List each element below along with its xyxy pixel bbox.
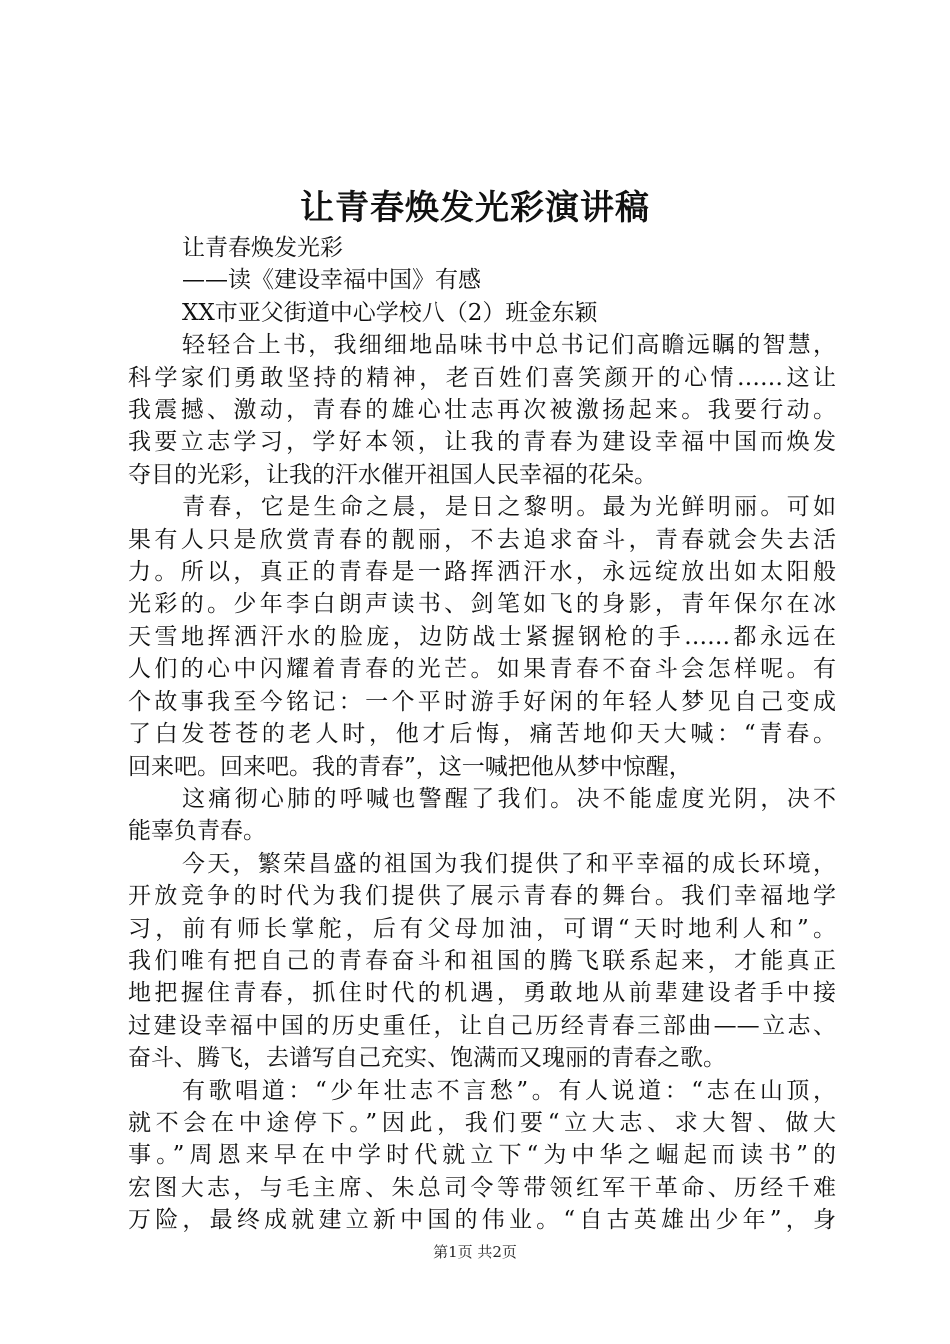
- body-line: 科学家们勇敢坚持的精神，老百姓们喜笑颜开的心情……这让: [128, 364, 836, 391]
- body-line: 光彩的。少年李白朗声读书、剑笔如飞的身影，青年保尔在冰: [128, 591, 836, 618]
- body-line: 青春，它是生命之晨，是日之黎明。最为光鲜明丽。可如: [182, 494, 836, 521]
- body-line: 个故事我至今铭记：一个平时游手好闲的年轻人梦见自己变成: [128, 688, 836, 715]
- body-line: 果有人只是欣赏青春的靓丽，不去追求奋斗，青春就会失去活: [128, 526, 836, 553]
- page-footer: 第1页 共2页: [433, 1243, 517, 1261]
- body-line: 能辜负青春。: [128, 818, 266, 845]
- body-line: 习，前有师长掌舵，后有父母加油，可谓“天时地利人和”。: [128, 915, 836, 942]
- body-line: 万险，最终成就建立新中国的伟业。“自古英雄出少年”，身: [128, 1207, 836, 1234]
- body-line: 有歌唱道：“少年壮志不言愁”。有人说道：“志在山顶，: [182, 1077, 836, 1104]
- body-line: 我们唯有把自己的青春奋斗和祖国的腾飞联系起来，才能真正: [128, 947, 836, 974]
- document-body: [128, 232, 836, 1237]
- body-line: 今天，繁荣昌盛的祖国为我们提供了和平幸福的成长环境，: [182, 850, 836, 877]
- body-line: 让青春焕发光彩: [182, 235, 343, 261]
- body-line: 事。”周恩来早在中学时代就立下“为中华之崛起而读书”的: [128, 1142, 836, 1169]
- body-line: 人们的心中闪耀着青春的光芒。如果青春不奋斗会怎样呢。有: [128, 656, 836, 683]
- body-line: 宏图大志，与毛主席、朱总司令等带领红军干革命、历经千难: [128, 1174, 836, 1201]
- body-line: XX市亚父街道中心学校八（2）班金东颖: [182, 299, 598, 326]
- body-line: 力。所以，真正的青春是一路挥洒汗水，永远绽放出如太阳般: [128, 559, 836, 586]
- body-line: ——读《建设幸福中国》有感: [182, 267, 481, 294]
- body-line: 这痛彻心肺的呼喊也警醒了我们。决不能虚度光阴，决不: [182, 785, 836, 812]
- body-line: 轻轻合上书，我细细地品味书中总书记们高瞻远瞩的智慧，: [182, 332, 836, 359]
- body-line: 奋斗、腾飞，去谱写自己充实、饱满而又瑰丽的青春之歌。: [128, 1045, 726, 1072]
- body-line: 天雪地挥洒汗水的脸庞，边防战士紧握钢枪的手……都永远在: [128, 623, 836, 650]
- body-line: 了白发苍苍的老人时，他才后悔，痛苦地仰天大喊：“青春。: [128, 721, 836, 748]
- body-line: 就不会在中途停下。”因此，我们要“立大志、求大智、做大: [128, 1109, 836, 1136]
- body-line: 过建设幸福中国的历史重任，让自己历经青春三部曲——立志、: [128, 1012, 836, 1039]
- body-line: 我震撼、激动，青春的雄心壮志再次被激扬起来。我要行动。: [128, 397, 836, 424]
- body-line: 回来吧。回来吧。我的青春”，这一喊把他从梦中惊醒，: [128, 753, 692, 780]
- body-line: 夺目的光彩，让我的汗水催开祖国人民幸福的花朵。: [128, 461, 657, 488]
- body-line: 我要立志学习，学好本领，让我的青春为建设幸福中国而焕发: [128, 429, 836, 456]
- body-line: 地把握住青春，抓住时代的机遇，勇敢地从前辈建设者手中接: [128, 980, 836, 1007]
- body-line: 开放竞争的时代为我们提供了展示青春的舞台。我们幸福地学: [128, 883, 836, 910]
- document-title: 让青春焕发光彩演讲稿: [300, 188, 650, 228]
